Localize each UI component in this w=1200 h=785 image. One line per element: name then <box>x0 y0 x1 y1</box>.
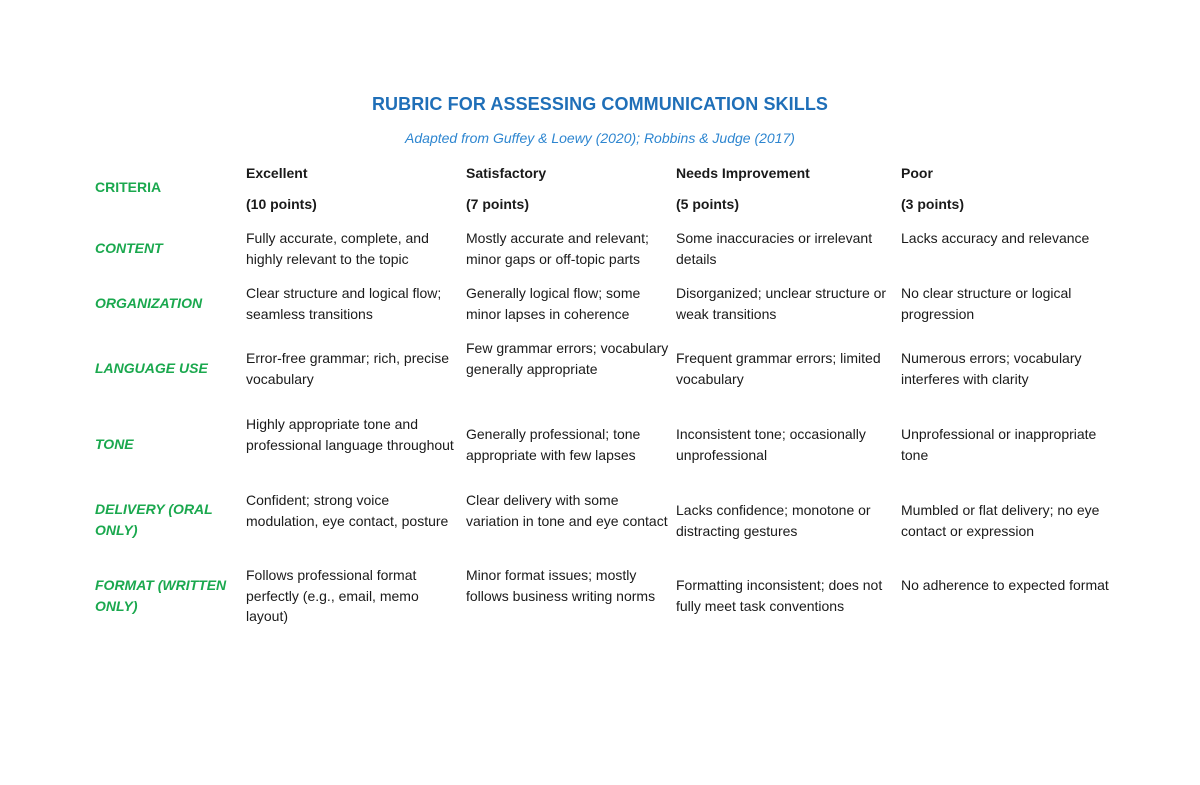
rubric-cell: Generally professional; tone appropriate with few lapses <box>466 426 641 463</box>
rubric-cell: Frequent grammar errors; limited vocabulary <box>676 350 881 387</box>
rubric-cell: Fully accurate, complete, and highly relevant to the topic <box>246 230 429 267</box>
document-title: RUBRIC FOR ASSESSING COMMUNICATION SKILLS <box>371 94 829 114</box>
rubric-cell: Clear delivery with some variation in tone and eye contact <box>466 492 668 529</box>
level-name-needs-improvement: Needs Improvement <box>676 165 810 181</box>
rubric-cell: No clear structure or logical progression <box>901 285 1072 322</box>
rubric-cell: Follows professional format perfectly (e.g., email, memo layout) <box>246 567 419 624</box>
rubric-cell: Formatting inconsistent; does not fully meet task conventions <box>676 577 883 614</box>
rubric-cell: Minor format issues; mostly follows business writing norms <box>466 567 656 604</box>
criterion-language-use: LANGUAGE USE <box>95 360 208 376</box>
rubric-cell: Some inaccuracies or irrelevant details <box>676 230 873 267</box>
level-points-excellent: (10 points) <box>246 196 317 212</box>
rubric-cell: Disorganized; unclear structure or weak transitions <box>676 285 887 322</box>
criteria-header: CRITERIA <box>95 179 162 195</box>
rubric-cell: No adherence to expected format <box>901 577 1109 593</box>
rubric-cell: Error-free grammar; rich, precise vocabulary <box>246 350 450 387</box>
level-name-excellent: Excellent <box>246 165 308 181</box>
rubric-cell: Mostly accurate and relevant; minor gaps or off-topic parts <box>466 230 649 267</box>
criterion-content: CONTENT <box>95 240 163 256</box>
level-name-satisfactory: Satisfactory <box>466 165 547 181</box>
rubric-cell: Inconsistent tone; occasionally unprofessional <box>676 426 866 463</box>
criterion-tone: TONE <box>95 436 134 452</box>
level-name-poor: Poor <box>901 165 933 181</box>
rubric-cell: Mumbled or flat delivery; no eye contact or expression <box>901 502 1100 539</box>
rubric-cell: Clear structure and logical flow; seamless transitions <box>246 285 442 322</box>
criterion-organization: ORGANIZATION <box>95 295 203 311</box>
rubric-cell: Lacks accuracy and relevance <box>901 230 1090 246</box>
rubric-cell: Numerous errors; vocabulary interferes with clarity <box>901 350 1082 387</box>
rubric-cell: Unprofessional or inappropriate tone <box>901 426 1097 463</box>
criterion-delivery: DELIVERY (ORAL ONLY) <box>95 501 213 538</box>
rubric-cell: Few grammar errors; vocabulary generally appropriate <box>466 340 669 377</box>
rubric-cell: Highly appropriate tone and professional language throughout <box>246 416 454 453</box>
rubric-cell: Confident; strong voice modulation, eye contact, posture <box>246 492 449 529</box>
level-points-poor: (3 points) <box>901 196 964 212</box>
document-subtitle: Adapted from Guffey & Loewy (2020); Robbins & Judge (2017) <box>405 130 795 146</box>
rubric-cell: Lacks confidence; monotone or distracting gestures <box>676 502 871 539</box>
criterion-format: FORMAT (WRITTEN ONLY) <box>95 577 227 614</box>
level-points-needs-improvement: (5 points) <box>676 196 739 212</box>
level-points-satisfactory: (7 points) <box>466 196 529 212</box>
rubric-cell: Generally logical flow; some minor lapses in coherence <box>466 285 641 322</box>
